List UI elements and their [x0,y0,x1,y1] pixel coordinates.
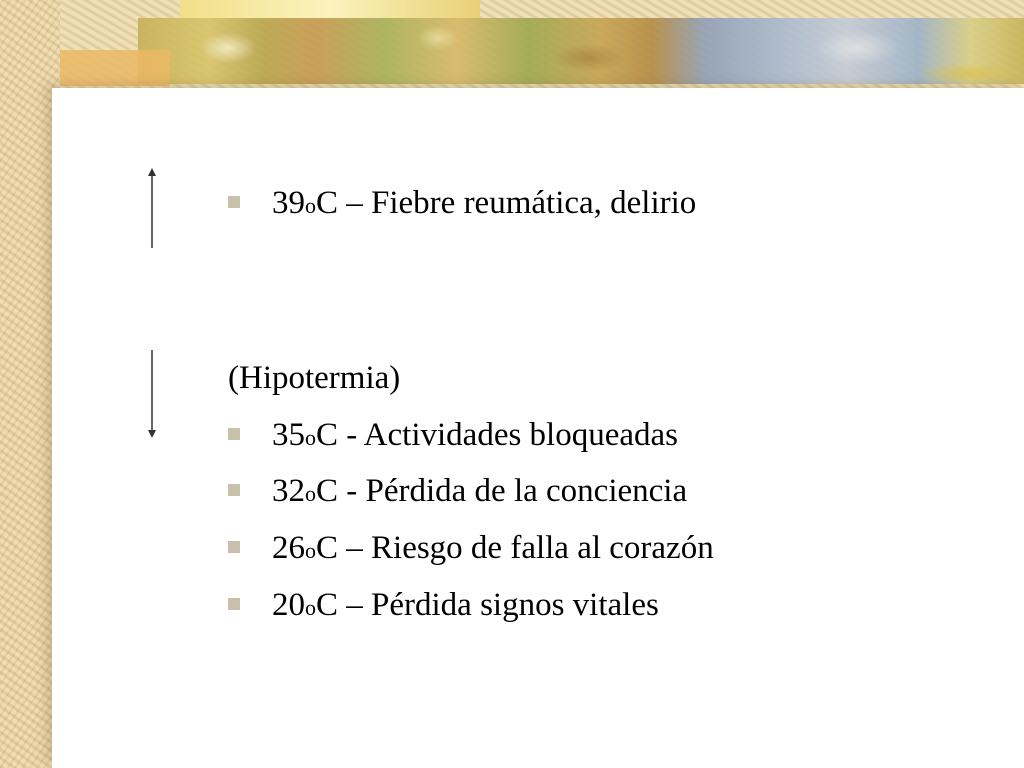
item-text: – Riesgo de falla al corazón [338,530,714,566]
temp-degree: o [305,425,316,450]
list-item [228,183,696,223]
banner-collage-image [138,18,1024,84]
item-text: - Pérdida de la conciencia [338,473,688,509]
temp-degree: o [305,193,316,218]
temp-value: 39 [272,185,305,221]
temp-degree: o [305,481,316,506]
temp-value: 35 [272,417,305,453]
temp-degree: o [305,538,316,563]
bullet-icon [228,484,240,496]
list-item [228,471,687,511]
temp-degree: o [305,595,316,620]
list-item [228,528,714,568]
section-heading: (Hipotermia) [228,360,401,396]
temp-unit: C [316,473,339,509]
temp-value: 26 [272,530,305,566]
list-item [228,585,659,625]
banner-highlight [180,0,480,20]
temp-unit: C [316,530,339,566]
item-text: – Pérdida signos vitales [338,587,659,623]
item-text: – Fiebre reumática, delirio [338,185,697,221]
paper-texture-strip [0,0,60,768]
temp-unit: C [316,587,339,623]
bullet-icon [228,598,240,610]
arrow-down-icon [146,350,158,438]
temp-unit: C [316,417,339,453]
bullet-icon [228,541,240,553]
bullet-icon [228,196,240,208]
temp-unit: C [316,185,339,221]
list-item [228,415,678,455]
temp-value: 20 [272,587,305,623]
arrow-up-icon [146,168,158,248]
temp-value: 32 [272,473,305,509]
item-text: - Actividades bloqueadas [338,417,679,453]
bullet-icon [228,428,240,440]
